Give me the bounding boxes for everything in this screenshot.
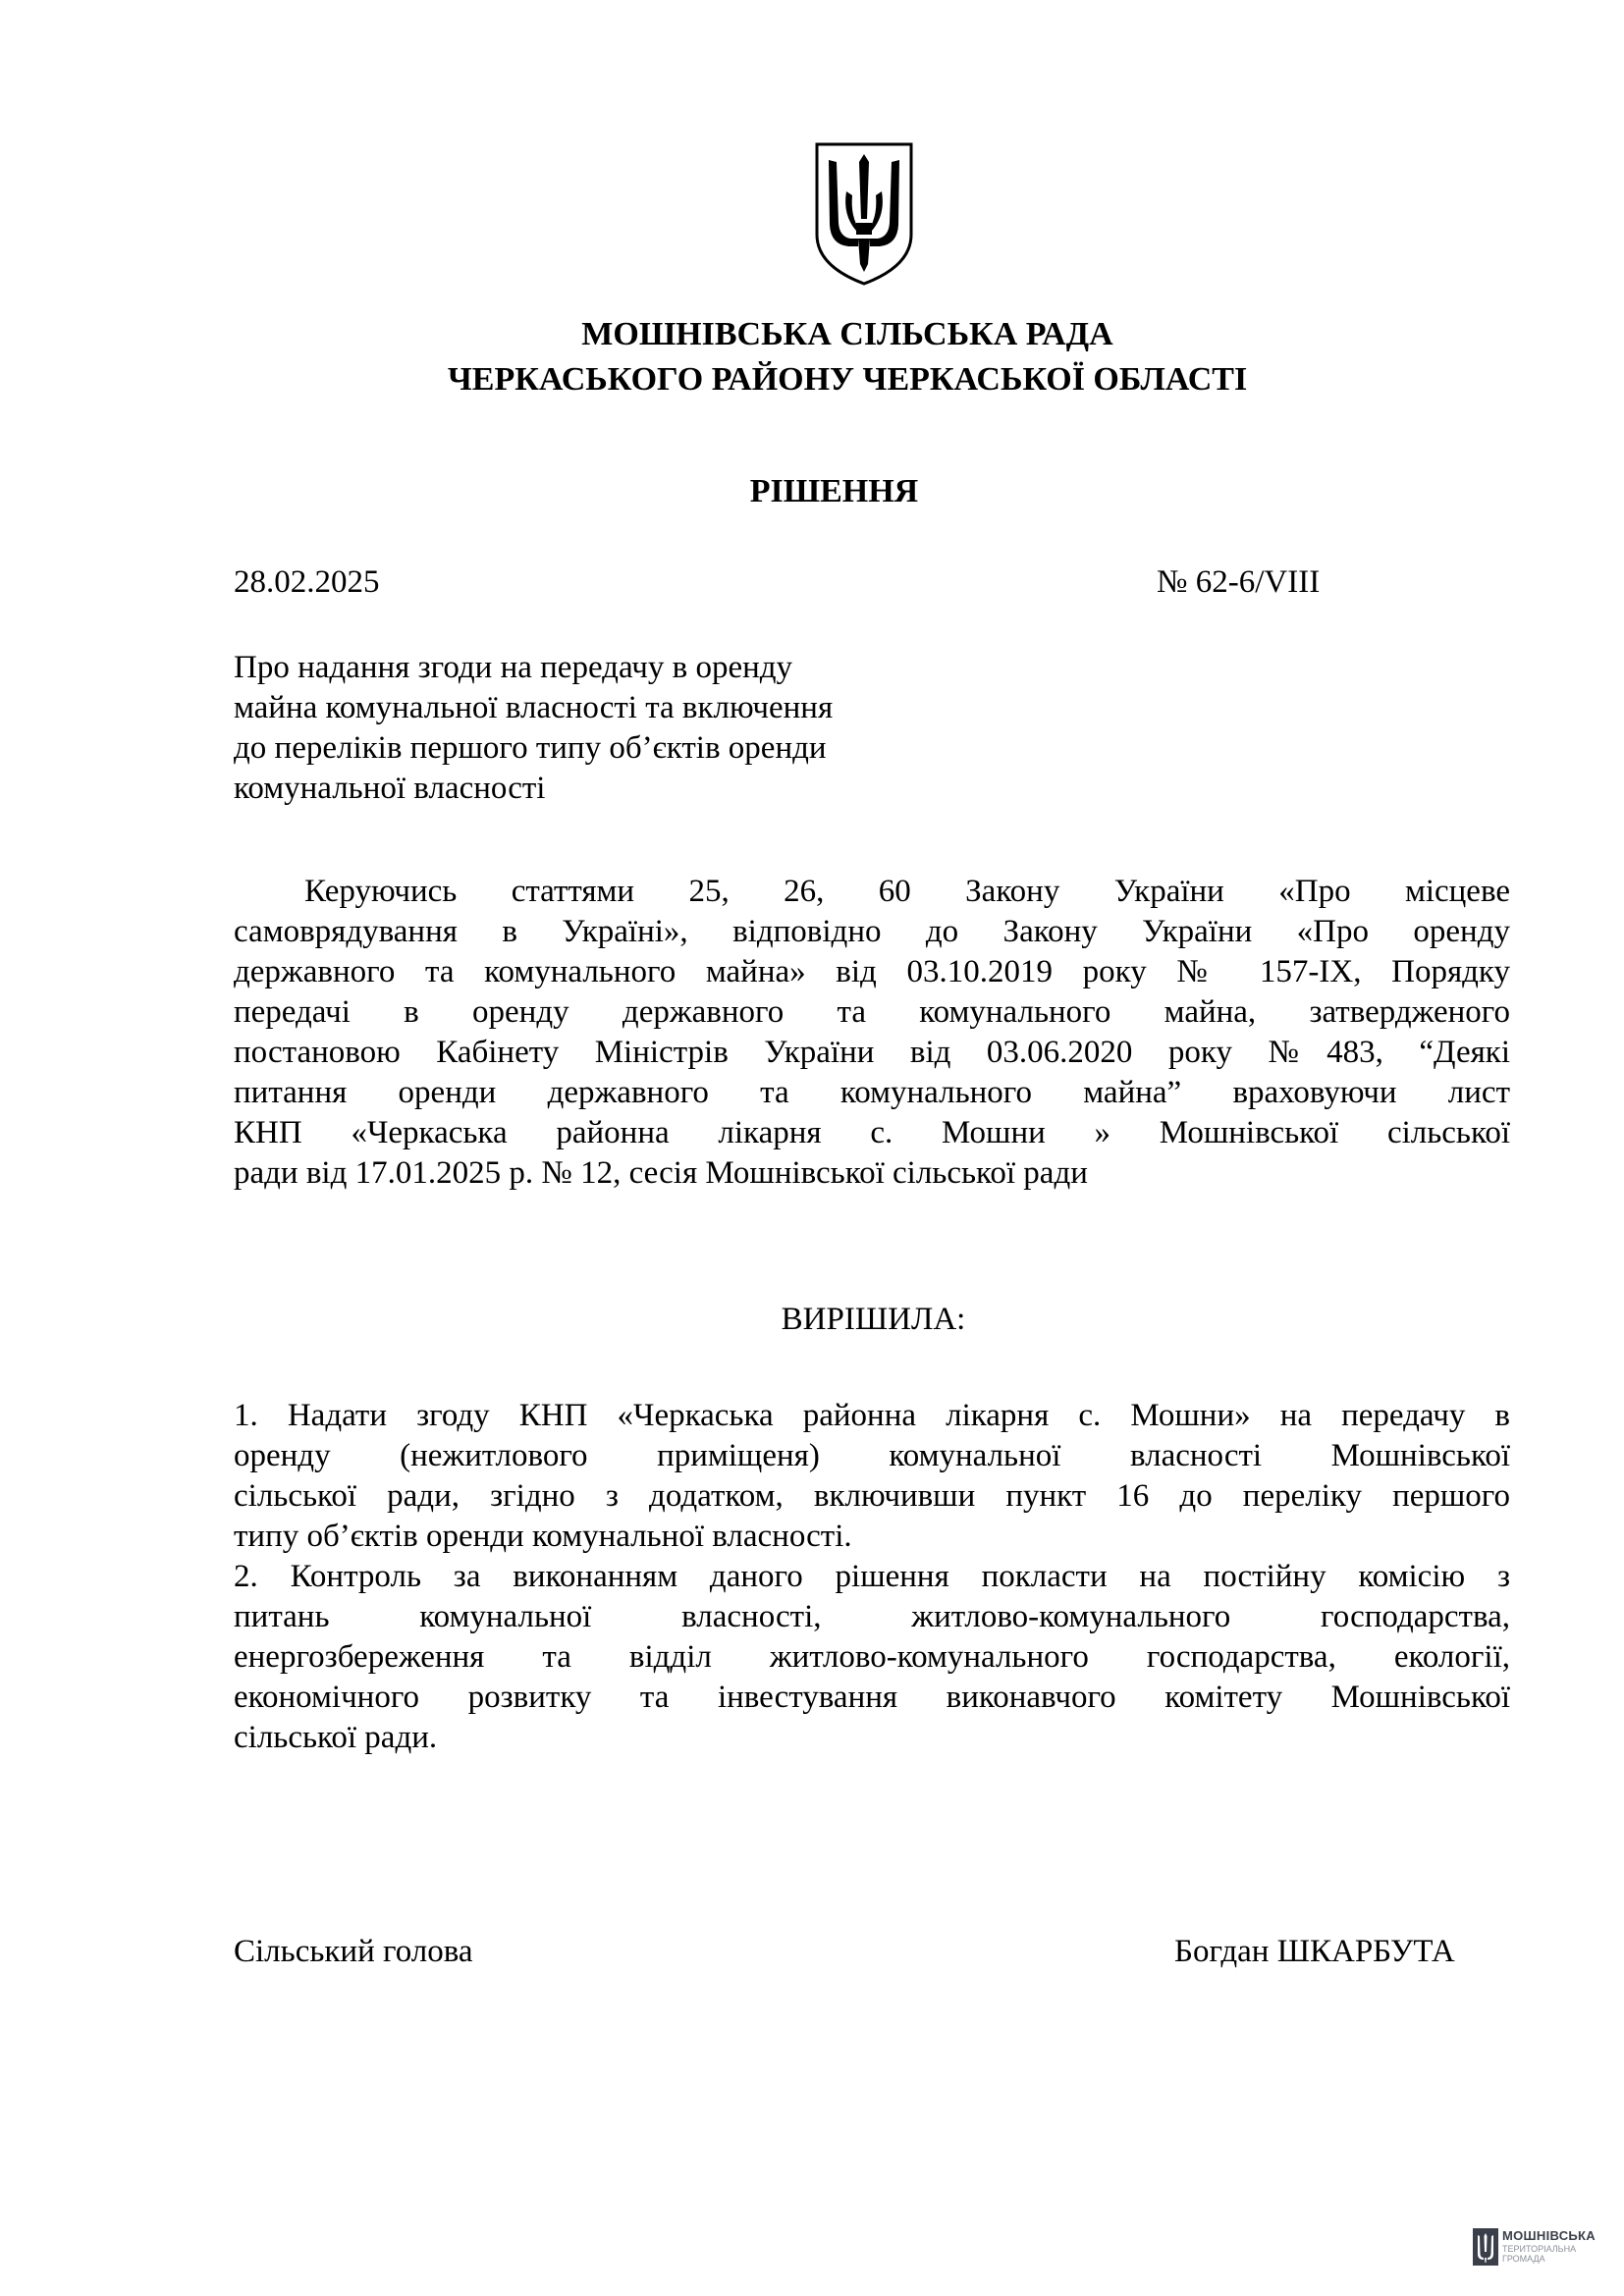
subject-line: майна комунальної власності та включення	[234, 690, 834, 725]
item-line: питань комунальної власності, житлово-комунального господарства,	[234, 1599, 1510, 1634]
corner-logo-sub-line: ГРОМАДА	[1502, 2254, 1545, 2264]
preamble-paragraph	[234, 872, 1510, 1194]
corner-logo-sub-line: ТЕРИТОРІАЛЬНА	[1502, 2244, 1577, 2254]
document-number: № 62-6/VIII	[1157, 564, 1321, 600]
corner-logo-title: МОШНІВСЬКА	[1502, 2228, 1596, 2243]
signature-name: Богдан ШКАРБУТА	[1174, 1934, 1455, 1969]
item-line: енергозбереження та відділ житлово-комунального господарства, екології,	[234, 1639, 1510, 1675]
trident-icon	[1473, 2228, 1498, 2266]
preamble-line: ради від 17.01.2025 р. № 12, сесія Мошнівської сільської ради	[234, 1155, 1088, 1191]
resolution-items	[234, 1396, 1510, 1758]
document-date: 28.02.2025	[234, 564, 380, 600]
corner-logo-subtitle	[1502, 2244, 1576, 2264]
org-name-line1: МОШНІВСЬКА СІЛЬСЬКА РАДА	[581, 316, 1113, 352]
document-title: РІШЕННЯ	[749, 473, 919, 509]
preamble-line: Керуючись статтями 25, 26, 60 Закону України «Про місцеве	[304, 874, 1510, 909]
signature-role: Сільський голова	[234, 1934, 473, 1969]
org-name-line2: ЧЕРКАСЬКОГО РАЙОНУ ЧЕРКАСЬКОЇ ОБЛАСТІ	[447, 361, 1248, 398]
trident-coat-of-arms-icon	[813, 140, 915, 288]
document-subject	[234, 648, 1000, 809]
decided-heading: ВИРІШИЛА:	[781, 1302, 966, 1337]
item-line: оренду (нежитлового приміщеня) комунальної власності Мошнівської	[234, 1438, 1510, 1473]
preamble-line: передачі в оренду державного та комунального майна, затвердженого	[234, 994, 1510, 1030]
subject-line: комунальної власності	[234, 771, 546, 806]
corner-logo	[1473, 2226, 1610, 2269]
resolution-item-2	[234, 1557, 1510, 1758]
preamble-line: КНП «Черкаська районна лікарня с. Мошни » Мошнівської сільської	[234, 1115, 1510, 1150]
preamble-line: питання оренди державного та комунального майна” враховуючи лист	[234, 1075, 1510, 1110]
item-line: економічного розвитку та інвестування виконавчого комітету Мошнівської	[234, 1680, 1510, 1715]
item-line: 1. Надати згоду КНП «Черкаська районна лікарня с. Мошни» на передачу в	[234, 1398, 1510, 1433]
item-line: сільської ради, згідно з додатком, включивши пункт 16 до переліку першого	[234, 1478, 1510, 1514]
resolution-item-1	[234, 1396, 1510, 1557]
item-line: типу об’єктів оренди комунальної власності.	[234, 1519, 852, 1554]
subject-line: до переліків першого типу об’єктів оренди	[234, 730, 827, 766]
preamble-line: самоврядування в Україні», відповідно до Закону України «Про оренду	[234, 914, 1510, 949]
preamble-line: державного та комунального майна» від 03.10.2019 року № 157-IX, Порядку	[234, 954, 1510, 989]
preamble-line: постановою Кабінету Міністрів України від 03.06.2020 року №483, “Деякі	[234, 1035, 1510, 1070]
subject-line: Про надання згоди на передачу в оренду	[234, 650, 793, 685]
item-line: сільської ради.	[234, 1720, 438, 1755]
item-line: 2. Контроль за виконанням даного рішення покласти на постійну комісію з	[234, 1559, 1510, 1594]
